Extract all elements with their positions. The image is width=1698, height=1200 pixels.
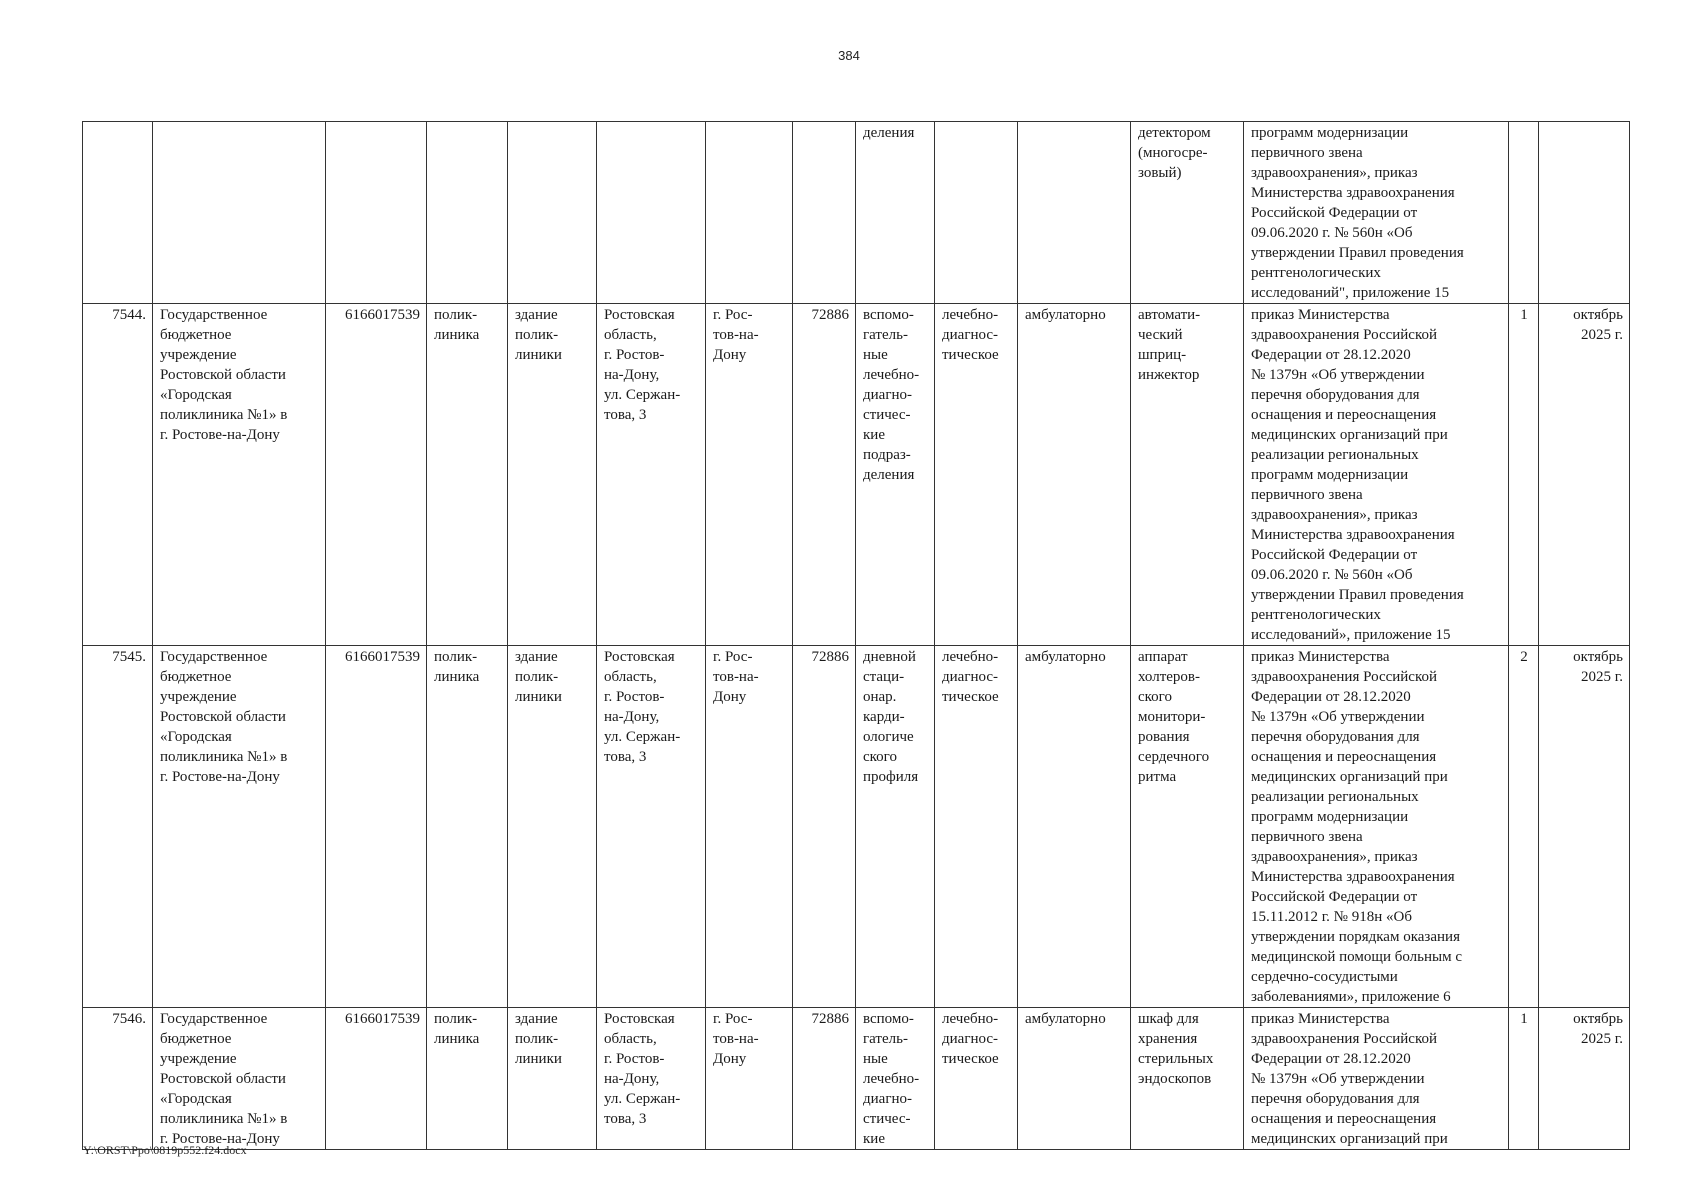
file-path-footer: Y:\ORST\Ppo\0819p552.f24.docx [83,1143,247,1157]
equipment-table [82,121,1630,1150]
table-row [83,304,1630,646]
cell-department: дневной стаци- онар. карди- ологиче ского профиля [856,646,935,1008]
cell-department: деления [856,122,935,304]
cell-quantity: 1 [1509,304,1539,646]
cell-organization-name: Государственное бюджетное учреждение Ростовской области «Городская поликлиника №1» в г. Ростове-на-Дону [153,1008,326,1150]
cell-delivery-date: октябрь 2025 г. [1539,1008,1630,1150]
cell-equipment-name: шкаф для хранения стерильных эндоскопов [1131,1008,1244,1150]
cell-quantity [1509,122,1539,304]
cell-inn-code: 6166017539 [326,646,427,1008]
cell-row-number: 7544. [83,304,153,646]
cell-profile [935,122,1018,304]
cell-facility-type: полик- линика [427,1008,508,1150]
cell-legal-basis: приказ Министерства здравоохранения Российской Федерации от 28.12.2020 № 1379н «Об утверждении перечня оборудования для оснащения и переоснащения медицинских организаций при [1244,1008,1509,1150]
table-row [83,646,1630,1008]
cell-department: вспомо- гатель- ные лечебно- диагно- стичес- кие подраз- деления [856,304,935,646]
cell-equipment-name: автомати- ческий шприц- инжектор [1131,304,1244,646]
cell-address [597,122,706,304]
cell-building: здание полик- линики [508,304,597,646]
cell-inn-code [326,122,427,304]
cell-inn-code: 6166017539 [326,1008,427,1150]
cell-registry-code: 72886 [793,304,856,646]
cell-address: Ростовская область, г. Ростов- на-Дону, ул. Сержан- това, 3 [597,1008,706,1150]
cell-city: г. Рос- тов-на- Дону [706,304,793,646]
cell-building: здание полик- линики [508,646,597,1008]
cell-profile: лечебно- диагнос- тическое [935,1008,1018,1150]
cell-facility-type [427,122,508,304]
cell-organization-name: Государственное бюджетное учреждение Ростовской области «Городская поликлиника №1» в г. Ростове-на-Дону [153,304,326,646]
cell-care-form [1018,122,1131,304]
cell-row-number: 7546. [83,1008,153,1150]
cell-care-form: амбулаторно [1018,646,1131,1008]
cell-row-number [83,122,153,304]
cell-quantity: 2 [1509,646,1539,1008]
cell-equipment-name: аппарат холтеров- ского монитори- рования сердечного ритма [1131,646,1244,1008]
cell-address: Ростовская область, г. Ростов- на-Дону, ул. Сержан- това, 3 [597,304,706,646]
cell-delivery-date [1539,122,1630,304]
cell-delivery-date: октябрь 2025 г. [1539,646,1630,1008]
table-row [83,1008,1630,1150]
cell-building [508,122,597,304]
cell-registry-code: 72886 [793,1008,856,1150]
cell-inn-code: 6166017539 [326,304,427,646]
cell-profile: лечебно- диагнос- тическое [935,304,1018,646]
cell-profile: лечебно- диагнос- тическое [935,646,1018,1008]
cell-delivery-date: октябрь 2025 г. [1539,304,1630,646]
cell-building: здание полик- линики [508,1008,597,1150]
cell-organization-name [153,122,326,304]
cell-legal-basis: программ модернизации первичного звена здравоохранения», приказ Министерства здравоохранения Российской Федерации от 09.06.2020 г. № 560н «Об утверждении Правил проведения рентгенологических исследований", приложение 15 [1244,122,1509,304]
table-row [83,122,1630,304]
cell-city: г. Рос- тов-на- Дону [706,646,793,1008]
cell-care-form: амбулаторно [1018,1008,1131,1150]
cell-organization-name: Государственное бюджетное учреждение Ростовской области «Городская поликлиника №1» в г. Ростове-на-Дону [153,646,326,1008]
cell-city [706,122,793,304]
cell-city: г. Рос- тов-на- Дону [706,1008,793,1150]
cell-quantity: 1 [1509,1008,1539,1150]
cell-legal-basis: приказ Министерства здравоохранения Российской Федерации от 28.12.2020 № 1379н «Об утверждении перечня оборудования для оснащения и переоснащения медицинских организаций при реализации региональных программ модернизации первичного звена здравоохранения», приказ Министерства здравоохранения Российской Федерации от 15.11.2012 г. № 918н «Об утверждении порядкам оказания медицинской помощи больным с сердечно-сосудистыми заболеваниями», приложение 6 [1244,646,1509,1008]
cell-legal-basis: приказ Министерства здравоохранения Российской Федерации от 28.12.2020 № 1379н «Об утверждении перечня оборудования для оснащения и переоснащения медицинских организаций при реализации региональных программ модернизации первичного звена здравоохранения», приказ Министерства здравоохранения Российской Федерации от 09.06.2020 г. № 560н «Об утверждении Правил проведения рентгенологических исследований», приложение 15 [1244,304,1509,646]
cell-row-number: 7545. [83,646,153,1008]
cell-address: Ростовская область, г. Ростов- на-Дону, ул. Сержан- това, 3 [597,646,706,1008]
cell-registry-code [793,122,856,304]
cell-facility-type: полик- линика [427,646,508,1008]
page-number: 384 [838,48,860,63]
cell-equipment-name: детектором (многосре- зовый) [1131,122,1244,304]
cell-department: вспомо- гатель- ные лечебно- диагно- стичес- кие [856,1008,935,1150]
cell-care-form: амбулаторно [1018,304,1131,646]
cell-facility-type: полик- линика [427,304,508,646]
cell-registry-code: 72886 [793,646,856,1008]
